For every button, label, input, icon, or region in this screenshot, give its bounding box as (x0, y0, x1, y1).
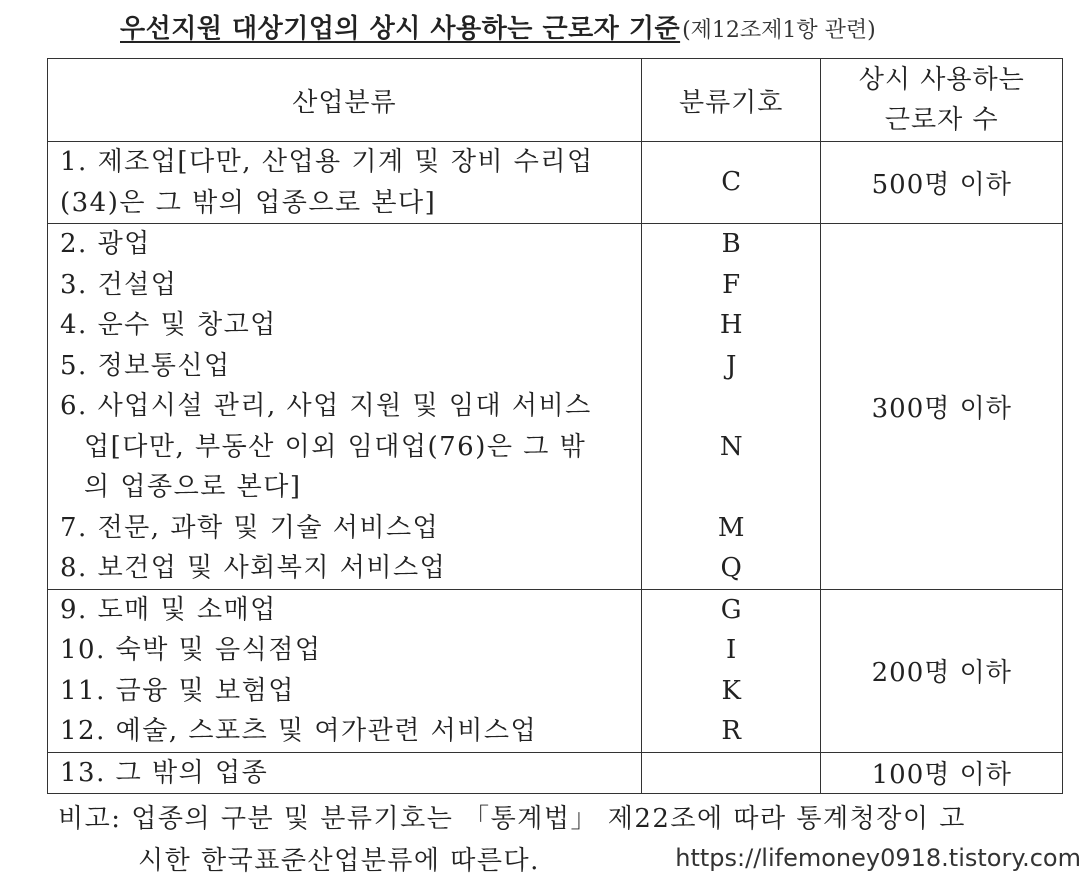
table-header-row (48, 59, 1063, 142)
industry-line: 2. 광업 (60, 229, 151, 259)
code-value: I (726, 635, 737, 665)
header-code: 분류기호 (641, 59, 821, 142)
industry-line: 9. 도매 및 소매업 (60, 594, 277, 625)
document-title (120, 8, 876, 45)
code-value: H (719, 310, 743, 340)
industry-line: 1. 제조업[다만, 산업용 기계 및 장비 수리업 (60, 147, 594, 177)
header-count (821, 59, 1063, 142)
worker-count: 500명 이하 (871, 170, 1012, 200)
industry-line: 13. 그 밖의 업종 (60, 757, 269, 788)
industry-line: 3. 건설업 (60, 269, 178, 300)
industry-line: 업[다만, 부동산 이외 임대업(76)은 그 밖 (84, 431, 587, 462)
industry-line: 11. 금융 및 보험업 (60, 675, 295, 706)
header-industry: 산업분류 (48, 59, 642, 142)
code-value: F (722, 269, 741, 300)
table-row (48, 589, 1063, 752)
header-count-line1: 상시 사용하는 (858, 65, 1025, 95)
industry-line: 6. 사업시설 관리, 사업 지원 및 임대 서비스 (60, 391, 592, 421)
code-value: K (721, 675, 741, 706)
code-value: N (719, 431, 743, 462)
code-value: G (720, 594, 742, 625)
count-cell (821, 752, 1063, 794)
code-cell (641, 142, 821, 224)
watermark-url: https://lifemoney0918.tistory.com (671, 844, 1085, 872)
code-value (642, 467, 821, 508)
worker-count: 300명 이하 (871, 393, 1012, 424)
code-value (642, 386, 821, 427)
industry-line: 8. 보건업 및 사회복지 서비스업 (60, 553, 447, 583)
worker-count: 200명 이하 (871, 658, 1012, 688)
industry-line: 5. 정보통신업 (60, 350, 231, 381)
footnote-line1: 비고: 업종의 구분 및 분류기호는 「통계법」 제22조에 따라 통계청장이 고 (58, 804, 966, 834)
code-value (642, 753, 821, 794)
count-cell (821, 589, 1063, 752)
code-value: B (721, 229, 741, 259)
industry-cell (48, 224, 642, 590)
industry-line: 7. 전문, 과학 및 기술 서비스업 (60, 512, 440, 543)
industry-line: 의 업종으로 본다] (84, 472, 302, 502)
table-row (48, 224, 1063, 590)
table-row (48, 142, 1063, 224)
title-main: 우선지원 대상기업의 상시 사용하는 근로자 기준 (120, 14, 681, 44)
code-value: Q (720, 553, 742, 583)
code-value: M (717, 512, 745, 543)
count-cell (821, 142, 1063, 224)
industry-line: 12. 예술, 스포츠 및 여가관련 서비스업 (60, 716, 538, 746)
industry-line: (34)은 그 밖의 업종으로 본다] (60, 187, 437, 218)
industry-cell (48, 752, 642, 794)
industry-cell (48, 589, 642, 752)
table-row (48, 752, 1063, 794)
count-cell (821, 224, 1063, 590)
header-count-line2: 근로자 수 (884, 105, 999, 135)
footnote-line2: 시한 한국표준산업분류에 따른다. (138, 846, 540, 876)
worker-count: 100명 이하 (871, 760, 1012, 791)
title-sub: (제12조제1항 관련) (682, 18, 876, 43)
industry-line: 4. 운수 및 창고업 (60, 310, 277, 340)
code-cell (641, 752, 821, 794)
industry-cell (48, 142, 642, 224)
code-value: R (721, 716, 741, 746)
industry-line: 10. 숙박 및 음식점업 (60, 635, 322, 665)
criteria-table (47, 58, 1063, 794)
code-value: C (721, 167, 742, 197)
code-value: J (725, 350, 737, 381)
code-cell (641, 224, 821, 590)
code-cell (641, 589, 821, 752)
